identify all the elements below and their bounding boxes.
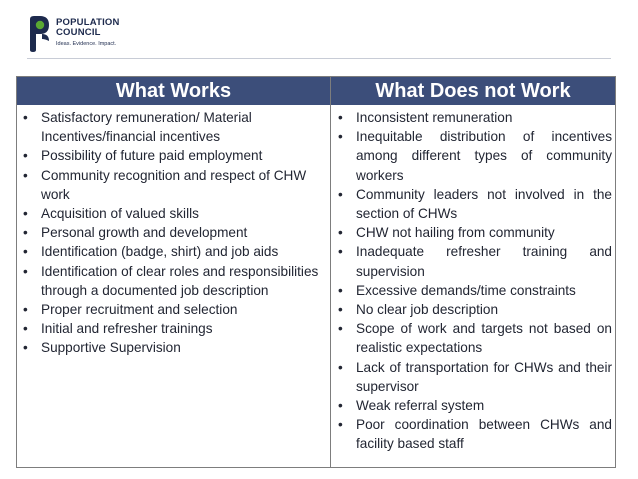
list-item	[21, 223, 323, 242]
list-item-text: Lack of transportation for CHWs and their supervisor	[356, 359, 612, 394]
list-item-text: Satisfactory remuneration/ Material Incentives/financial incentives	[41, 110, 252, 145]
list-item	[21, 262, 323, 300]
list-item	[336, 300, 612, 319]
list-item-text: Acquisition of valued skills	[41, 206, 199, 222]
list-item	[21, 204, 323, 223]
header-divider	[27, 58, 611, 59]
bullet-icon: •	[338, 282, 343, 298]
list-item	[336, 108, 612, 127]
list-item-text: Personal growth and development	[41, 225, 248, 241]
bullet-icon: •	[23, 110, 28, 125]
bullet-icon: •	[23, 302, 28, 318]
list-item-text: Inadequate refresher training and supervision	[356, 244, 612, 279]
list-item-text: CHW not hailing from community	[356, 225, 555, 241]
bullet-icon: •	[338, 244, 343, 260]
what-works-list	[21, 108, 323, 358]
list-item	[336, 415, 612, 453]
population-council-logo-icon	[27, 15, 51, 53]
list-item	[21, 300, 323, 319]
list-item	[336, 358, 612, 396]
bullet-icon: •	[338, 225, 343, 241]
list-item-text: Poor coordination between CHWs and facility based staff	[356, 417, 612, 452]
bullet-icon: •	[338, 302, 343, 318]
list-item-text: Proper recruitment and selection	[41, 302, 238, 318]
list-item-text: No clear job description	[356, 302, 499, 318]
bullet-icon: •	[338, 110, 343, 125]
comparison-table	[16, 76, 616, 468]
bullet-icon: •	[338, 186, 343, 202]
bullet-icon: •	[338, 129, 343, 145]
logo-line-1: POPULATION	[56, 17, 120, 28]
list-item-text: Inconsistent remuneration	[356, 110, 513, 125]
column-divider	[330, 77, 331, 467]
logo-tagline: Ideas. Evidence. Impact.	[56, 41, 117, 47]
what-does-not-work-list	[336, 108, 612, 454]
list-item	[336, 185, 612, 223]
bullet-icon: •	[23, 321, 28, 337]
list-item	[336, 242, 612, 280]
list-item-text: Community leaders not involved in the section of CHWs	[356, 186, 612, 222]
list-item-text: Supportive Supervision	[41, 340, 181, 356]
list-item-text: Initial and refresher trainings	[41, 321, 213, 337]
what-works-header: What Works	[17, 77, 330, 105]
list-item-text: Weak referral system	[356, 398, 485, 414]
list-item-text: Identification (badge, shirt) and job aids	[41, 244, 279, 260]
list-item-text: Possibility of future paid employment	[41, 148, 263, 164]
list-item-text: Scope of work and targets not based on realistic expectations	[356, 321, 612, 356]
bullet-icon: •	[338, 359, 343, 375]
bullet-icon: •	[23, 225, 28, 241]
bullet-icon: •	[23, 244, 28, 260]
bullet-icon: •	[23, 167, 28, 183]
what-does-not-work-header: What Does not Work	[331, 77, 615, 105]
list-item-text: Inequitable distribution of incentives among different types of community workers	[356, 129, 612, 183]
list-item	[21, 338, 323, 357]
list-item	[21, 242, 323, 261]
list-item	[21, 319, 323, 338]
logo-wordmark	[56, 18, 120, 47]
bullet-icon: •	[23, 340, 28, 356]
bullet-icon: •	[338, 398, 343, 414]
list-item-text: Excessive demands/time constraints	[356, 282, 576, 298]
list-item	[21, 108, 323, 146]
bullet-icon: •	[338, 321, 343, 337]
logo-line-2: COUNCIL	[56, 27, 101, 38]
list-item	[336, 281, 612, 300]
list-item	[336, 396, 612, 415]
list-item-text: Identification of clear roles and responsibilities through a documented job description	[41, 263, 319, 298]
list-item	[336, 223, 612, 242]
bullet-icon: •	[23, 263, 28, 279]
list-item	[21, 146, 323, 165]
list-item-text: Community recognition and respect of CHW work	[41, 167, 307, 202]
bullet-icon: •	[23, 206, 28, 222]
bullet-icon: •	[23, 148, 28, 164]
list-item	[336, 127, 612, 185]
bullet-icon: •	[338, 417, 343, 433]
list-item	[336, 319, 612, 357]
list-item	[21, 166, 323, 204]
